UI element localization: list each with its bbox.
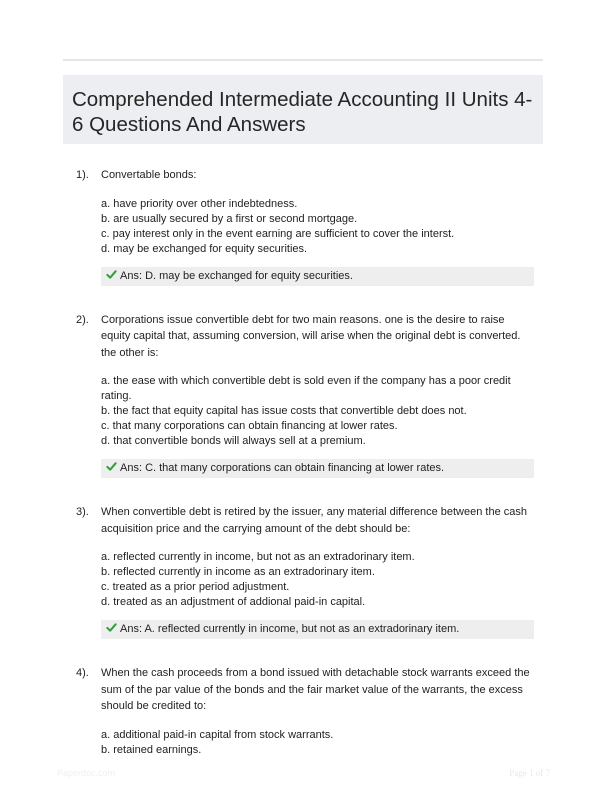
question-number: 3). <box>76 506 89 518</box>
question-1 <box>63 167 543 286</box>
option-a: a. have priority over other indebtedness. <box>101 197 298 210</box>
question-text: Convertable bonds: <box>101 169 197 181</box>
question-text: When convertible debt is retired by the issuer, any material difference between the cash acquisition price and the carrying amount of the debt should be: <box>101 506 527 535</box>
option-c: c. pay interest only in the event earning are sufficient to cover the interst. <box>101 227 455 240</box>
option-b: b. reflected currently in income as an extradorinary item. <box>101 566 375 578</box>
option-b: b. the fact that equity capital has issue costs that convertible debt does not. <box>101 405 467 417</box>
question-list <box>63 167 543 784</box>
option-c: c. that many corporations can obtain financing at lower rates. <box>101 420 398 432</box>
answer-text: Ans: D. may be exchanged for equity securities. <box>120 269 353 282</box>
option-a: a. reflected currently in income, but not as an extradorinary item. <box>101 551 415 563</box>
check-icon <box>106 622 117 633</box>
title-banner <box>63 75 543 144</box>
question-text: Corporations issue convertible debt for two main reasons. one is the desire to raise equity capital that, assuming conversion, will arise when the original debt is converted. the other is: <box>101 313 521 359</box>
check-icon <box>106 461 117 472</box>
option-b: b. are usually secured by a first or second mortgage. <box>101 212 358 225</box>
answer-text: Ans: A. reflected currently in income, but not as an extradorinary item. <box>120 623 460 635</box>
question-number: 1). <box>76 169 89 181</box>
option-list <box>101 197 535 257</box>
option-d: d. may be exchanged for equity securities. <box>101 242 308 255</box>
answer-box <box>101 267 534 286</box>
question-body <box>101 504 535 639</box>
footer-watermark: Paperdoc.com <box>57 768 116 778</box>
question-number: 2). <box>76 313 89 326</box>
option-d: d. treated as an adjustment of addional paid-in capital. <box>101 596 366 608</box>
option-d: d. that convertible bonds will always sell at a premium. <box>101 435 366 447</box>
top-divider <box>63 59 543 61</box>
question-body <box>101 167 535 286</box>
option-b: b. retained earnings. <box>101 743 202 756</box>
option-list <box>101 728 535 758</box>
question-body <box>101 665 535 758</box>
answer-box <box>101 620 534 639</box>
question-number: 4). <box>76 667 89 679</box>
option-list <box>101 550 535 610</box>
answer-box <box>101 459 534 478</box>
option-c: c. treated as a prior period adjustment. <box>101 581 290 593</box>
question-4 <box>63 665 543 758</box>
answer-text: Ans: C. that many corporations can obtain financing at lower rates. <box>120 462 445 474</box>
page-number: Page 1 of 7 <box>509 768 550 778</box>
page-title: Comprehended Intermediate Accounting II Units 4-6 Questions And Answers <box>72 88 533 136</box>
option-list <box>101 374 535 449</box>
question-text: When the cash proceeds from a bond issued with detachable stock warrants exceed the sum of the par value of the bonds and the fair market value of the warrants, the excess should be credited to: <box>101 667 530 712</box>
question-3 <box>63 504 543 639</box>
option-a: a. the ease with which convertible debt is sold even if the company has a poor credit rating. <box>101 375 511 402</box>
check-icon <box>106 269 117 280</box>
question-body <box>101 312 535 479</box>
option-a: a. additional paid-in capital from stock warrants. <box>101 728 334 741</box>
question-2 <box>63 312 543 479</box>
